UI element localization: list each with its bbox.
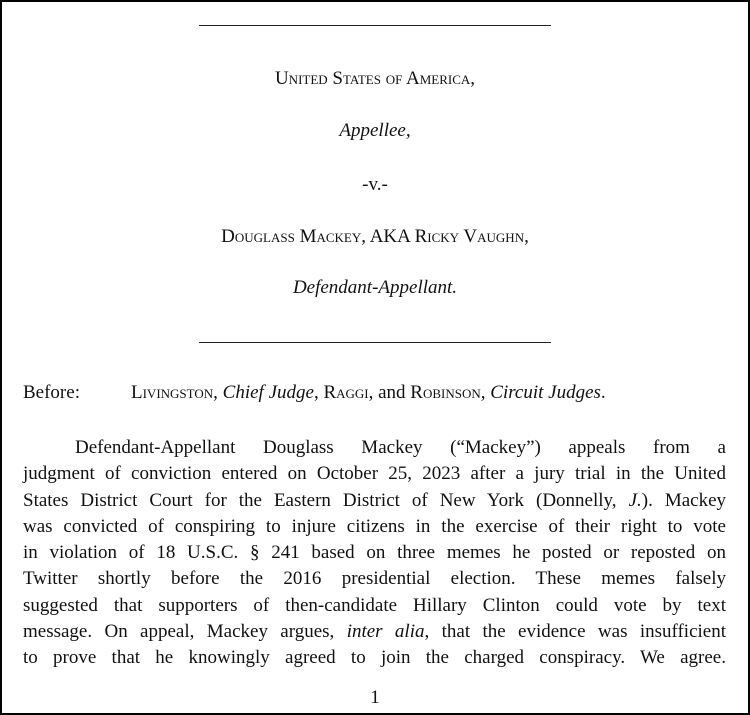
appellant-party-name: Douglass Mackey, AKA Ricky Vaughn,: [221, 226, 529, 247]
opinion-line: to prove that he knowingly agreed to join the charged conspiracy. We agree.: [23, 647, 726, 669]
judge-raggi: Raggi: [323, 382, 369, 403]
appellee-role: Appellee,: [339, 120, 411, 141]
opinion-line: judgment of conviction entered on October 25, 2023 after a jury trial in the United: [23, 463, 726, 485]
judge-robinson: Robinson: [410, 382, 481, 403]
opinion-line: message. On appeal, Mackey argues, inter alia, that the evidence was insufficient: [23, 621, 727, 643]
opinion-line: Twitter shortly before the 2016 presidential election. These memes falsely: [23, 568, 726, 590]
versus-marker: -v.-: [362, 174, 388, 195]
bottom-divider-rule: [199, 342, 551, 343]
opinion-line: suggested that supporters of then-candidate Hillary Clinton could vote by text: [23, 594, 726, 616]
panel-line: Before: Livingston, Chief Judge, Raggi, and Robinson, Circuit Judges.: [23, 382, 606, 403]
top-divider-rule: [199, 25, 551, 26]
opinion-paragraph: [23, 435, 726, 672]
chief-judge-title: Chief Judge: [222, 382, 314, 403]
panel-conjunction: and: [378, 382, 406, 403]
judge-livingston: Livingston: [131, 382, 214, 403]
circuit-judges-title: Circuit Judges: [490, 382, 601, 403]
opinion-line: States District Court for the Eastern District of New York (Donnelly, J.). Mackey: [23, 489, 727, 511]
before-label: Before:: [23, 382, 80, 403]
opinion-line: was convicted of conspiring to injure citizens in the exercise of their right to vote: [23, 515, 726, 537]
page-number: 1: [370, 687, 380, 708]
district-judge-abbrev: J.: [628, 489, 642, 511]
opinion-line: in violation of 18 U.S.C. § 241 based on three memes he posted or reposted on: [23, 542, 726, 564]
latin-phrase: inter alia: [346, 621, 425, 643]
opinion-line: Defendant-Appellant Douglass Mackey (“Mackey”) appeals from a: [75, 437, 726, 458]
appellee-party-name: United States of America,: [274, 68, 476, 89]
appellant-role: Defendant-Appellant.: [292, 277, 458, 298]
